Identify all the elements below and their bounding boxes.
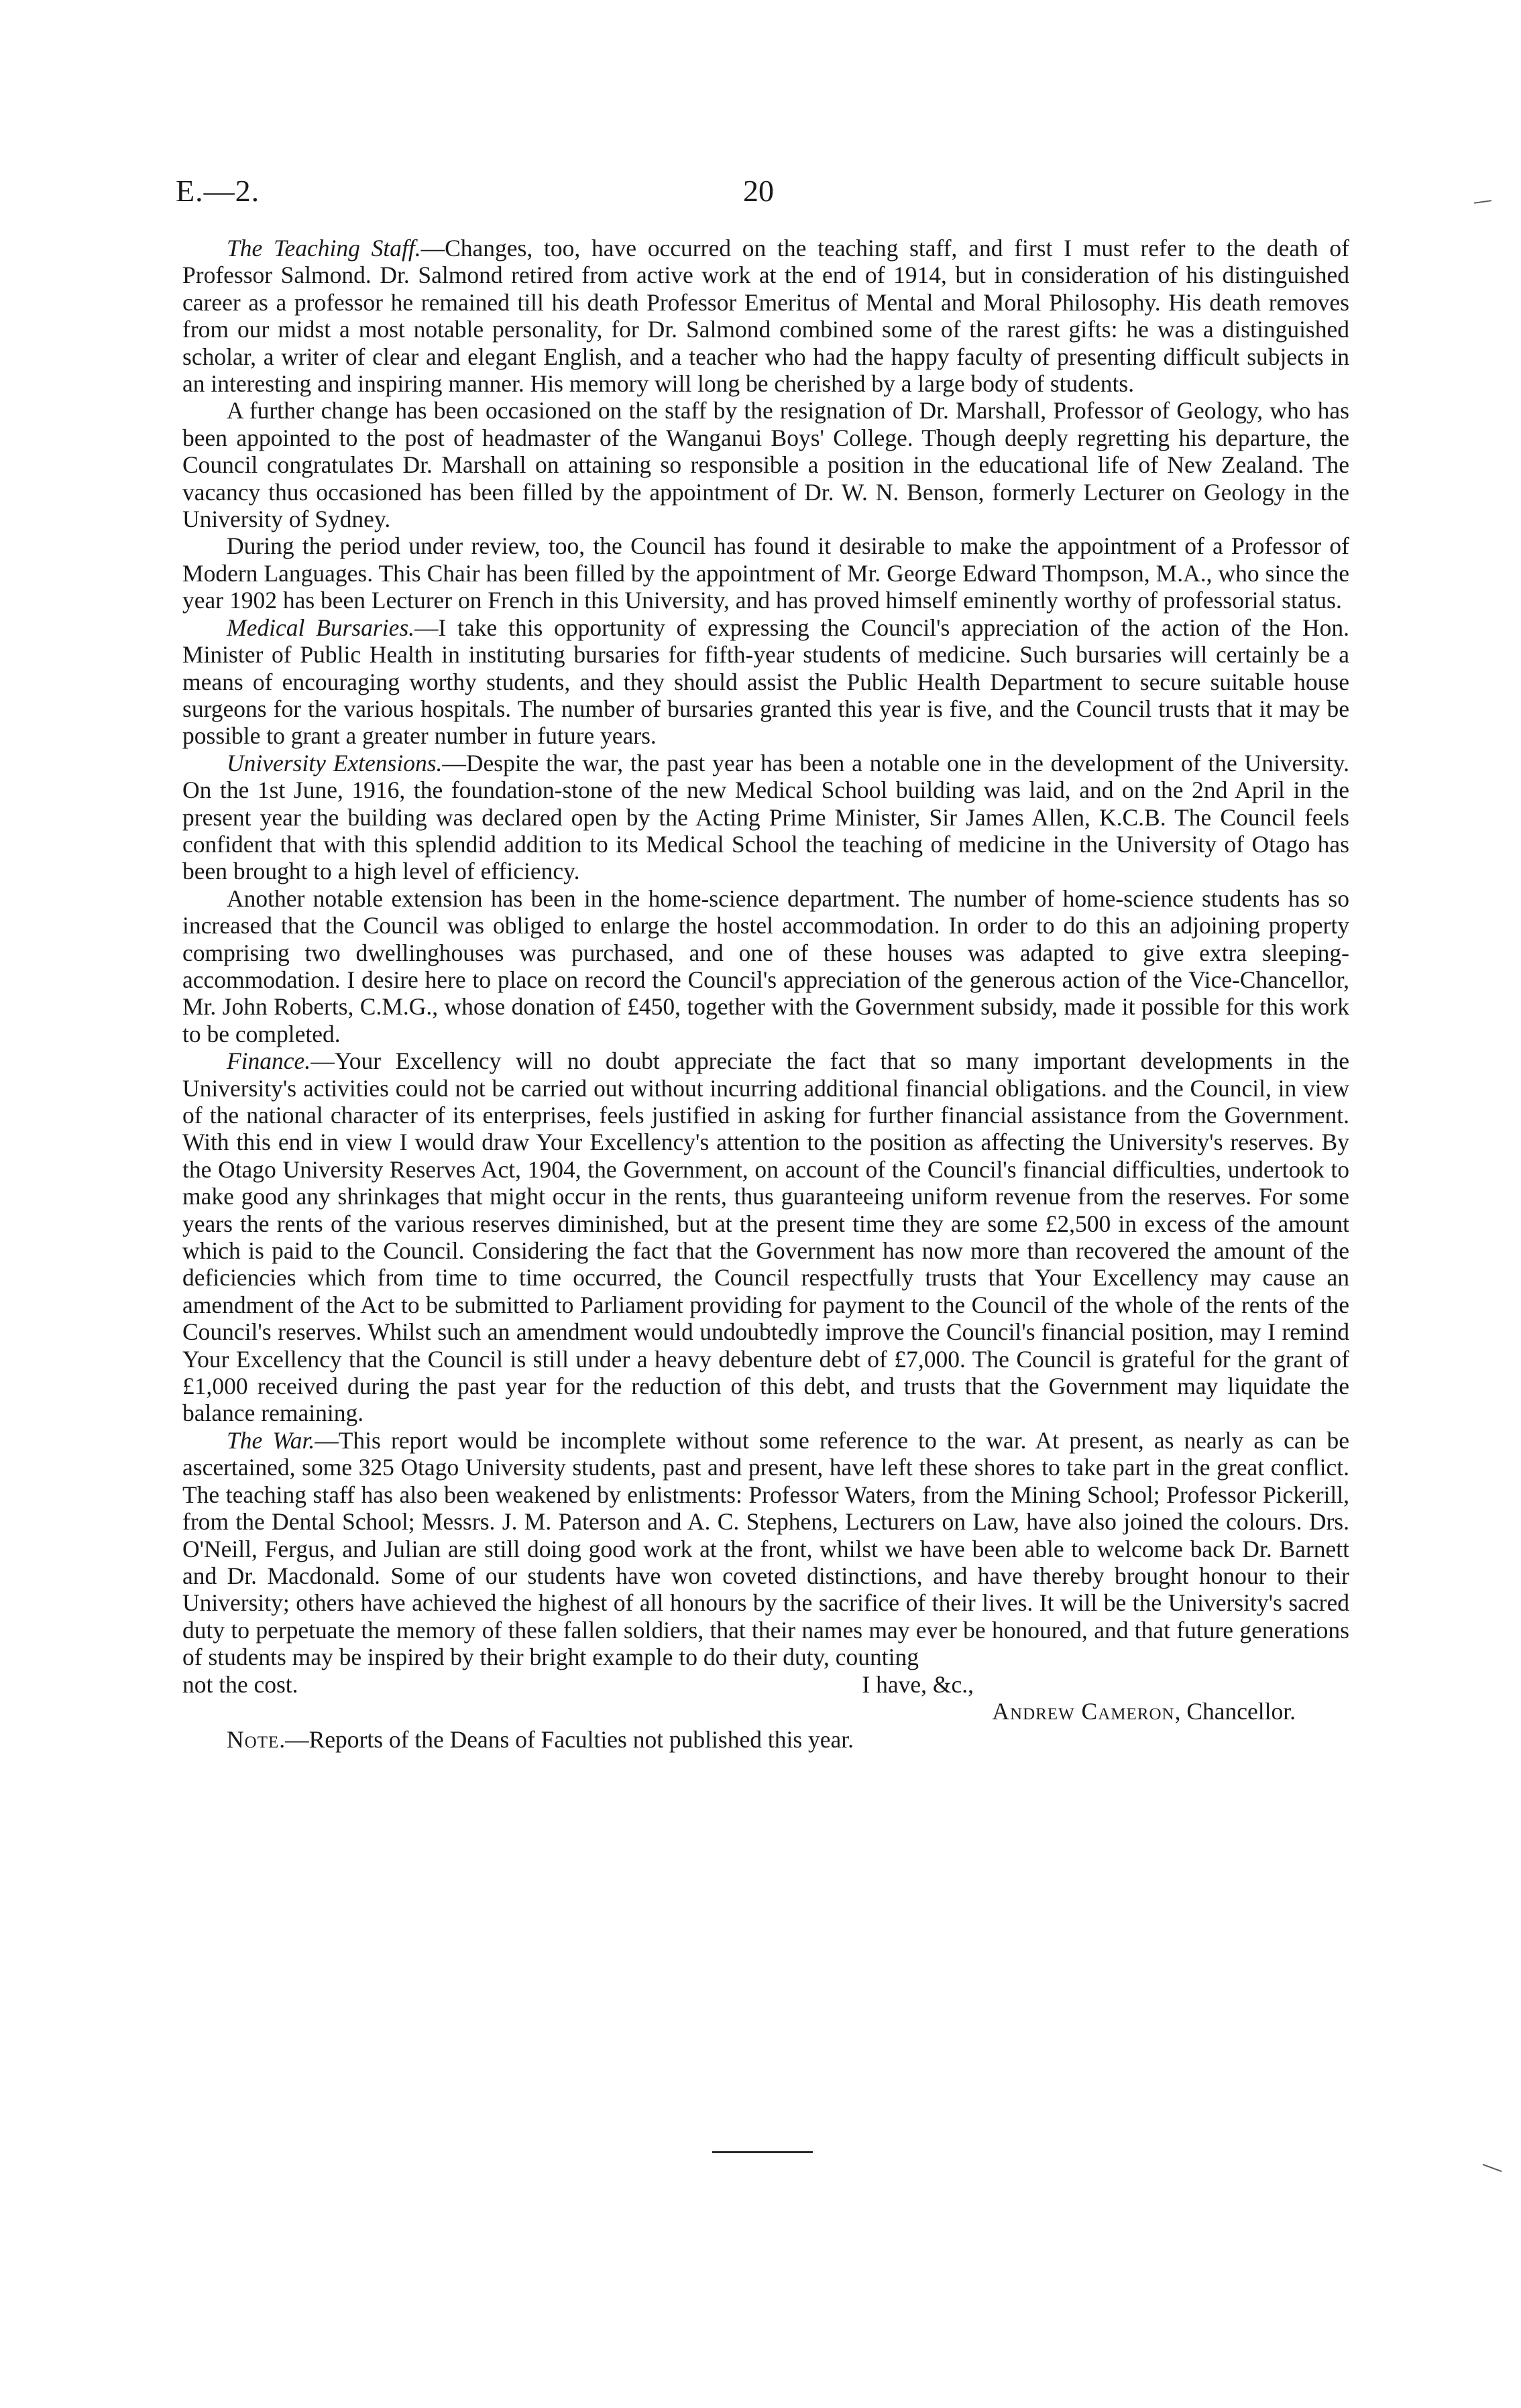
heading-extensions: University Extensions. (227, 749, 443, 777)
paragraph-finance (182, 1047, 1349, 1427)
text-finance: —Your Excellency will no doubt appreciate the fact that so many important developments in the University's activities could not be carried out without incurring additional financial obligations. and the Council, in view of the national character of its enterprises, feels justified in asking for further financial assistance from the Government. With this end in view I would draw Your Excellency's attention to the position as affecting the University's reserves. By the Otago University Reserves Act, 1904, the Government, on account of the Council's financial difficulties, undertook to make good any shrinkages that might occur in the rents, thus guaranteeing uniform revenue from the reserves. For some years the rents of the various reserves diminished, but at the present time they are some £2,500 in excess of the amount which is paid to the Council. Considering the fact that the Government has now more than recovered the amount of the deficiencies which from time to time occurred, the Council respectfully trusts that Your Excellency may cause an amendment of the Act to be submitted to Parliament providing for payment to the Council of the whole of the rents of the Council's reserves. Whilst such an amendment would undoubtedly improve the Council's financial position, may I remind Your Excellency that the Council is still under a heavy debenture debt of £7,000. The Council is grateful for the grant of £1,000 received during the past year for the reduction of this debt, and trusts that the Government may liquidate the balance remaining. (182, 1047, 1349, 1427)
scan-mark (1474, 200, 1491, 204)
body-text (182, 235, 1349, 1754)
text-extensions: —Despite the war, the past year has been a notable one in the development of the University. On the 1st June, 1916, the foundation-stone of the new Medical School building was laid, and on the 2nd April in the present year the building was declared open by the Acting Prime Minister, Sir James Allen, K.C.B. The Council feels confident that with this splendid addition to its Medical School the teaching of medicine in the University of Otago has been brought to a high level of efficiency. (182, 749, 1349, 885)
text-war: —This report would be incomplete without some reference to the war. At present, as nearly as can be ascertained, some 325 Otago University students, past and present, have left these shores to take part in the great conflict. The teaching staff has also been weakened by enlistments: Professor Waters, from the Mining School; Professor Pickerill, from the Dental School; Messrs. J. M. Paterson and A. C. Stephens, Lecturers on Law, have also joined the colours. Drs. O'Neill, Fergus, and Julian are still doing good work at the front, whilst we have been able to welcome back Dr. Barnett and Dr. Macdonald. Some of our students have won coveted distinctions, and have thereby brought honour to their University; others have achieved the highest of all honours by the sacrifice of their lives. It will be the University's sacred duty to perpetuate the memory of these fallen soldiers, that their names may ever be honoured, and that future generations of students may be inspired by their bright example to do their duty, counting (182, 1426, 1349, 1671)
paragraph-marshall: A further change has been occasioned on the staff by the resignation of Dr. Marshall, Professor of Geology, who has been appointed to the post of headmaster of the Wanganui Boys' College. Though deeply regretting his departure, the Council congratulates Dr. Marshall on attaining so responsible a position in the educational life of New Zealand. The vacancy thus occasioned has been filled by the appointment of Dr. W. N. Benson, formerly Lecturer on Geology in the University of Sydney. (182, 397, 1349, 533)
closing-line (182, 1671, 1349, 1698)
paragraph-teaching-staff (182, 235, 1349, 397)
page-number: 20 (743, 174, 774, 208)
signatory-name: Andrew Cameron (992, 1697, 1175, 1725)
text-teaching-staff: —Changes, too, have occurred on the teaching staff, and first I must refer to the death of Professor Salmond. Dr. Salmond retired from active work at the end of 1914, but in consideration of his distinguished career as a professor he remained till his death Professor Emeritus of Mental and Moral Philosophy. His death removes from our midst a most notable personality, for Dr. Salmond combined some of the rarest gifts: he was a distinguished scholar, a writer of clear and elegant English, and a teacher who had the happy faculty of presenting difficult subjects in an interesting and inspiring manner. His memory will long be cherished by a large body of students. (182, 235, 1350, 398)
end-rule (712, 2151, 813, 2153)
paragraph-home-science: Another notable extension has been in the home-science department. The number of home-science students has so increased that the Council was obliged to enlarge the hostel accommodation. In order to do this an adjoining property comprising two dwellinghouses was purchased, and one of these houses was adapted to give extra sleeping-accommodation. I desire here to place on record the Council's appreciation of the generous action of the Vice-Chancellor, Mr. John Roberts, C.M.G., whose donation of £450, together with the Government subsidy, made it possible for this work to be completed. (182, 884, 1349, 1047)
paragraph-war (182, 1427, 1349, 1671)
text-bursaries: —I take this opportunity of expressing the Council's appreciation of the action of the Hon. Minister of Public Health in instituting bursaries for fifth-year students of medicine. Such bursaries will certainly be a means of encouraging worthy students, and they should assist the Public Health Department to secure suitable house surgeons for the various hospitals. The number of bursaries granted this year is five, and the Council trusts that it may be possible to grant a greater number in future years. (182, 614, 1349, 750)
signature (182, 1698, 1349, 1725)
paragraph-bursaries (182, 614, 1349, 750)
note-text: .—Reports of the Deans of Faculties not published this year. (279, 1726, 854, 1754)
heading-teaching-staff: The Teaching Staff. (227, 235, 421, 262)
document-code: E.—2. (176, 174, 260, 208)
war-last-line: not the cost. (182, 1670, 298, 1698)
signatory-title: , Chancellor. (1174, 1697, 1296, 1725)
heading-war: The War. (227, 1426, 315, 1454)
note-label: Note (227, 1726, 280, 1754)
paragraph-extensions (182, 750, 1349, 885)
heading-finance: Finance. (227, 1047, 311, 1075)
paragraph-languages: During the period under review, too, the Council has found it desirable to make the appointment of a Professor of Modern Languages. This Chair has been filled by the appointment of Mr. George Edward Thompson, M.A., who since the year 1902 has been Lecturer on French in this University, and has proved himself eminently worthy of professorial status. (182, 532, 1349, 614)
heading-bursaries: Medical Bursaries. (227, 614, 415, 641)
scan-mark (1483, 2164, 1502, 2172)
note (182, 1726, 1349, 1753)
closing-greeting: I have, &c., (862, 1670, 974, 1698)
